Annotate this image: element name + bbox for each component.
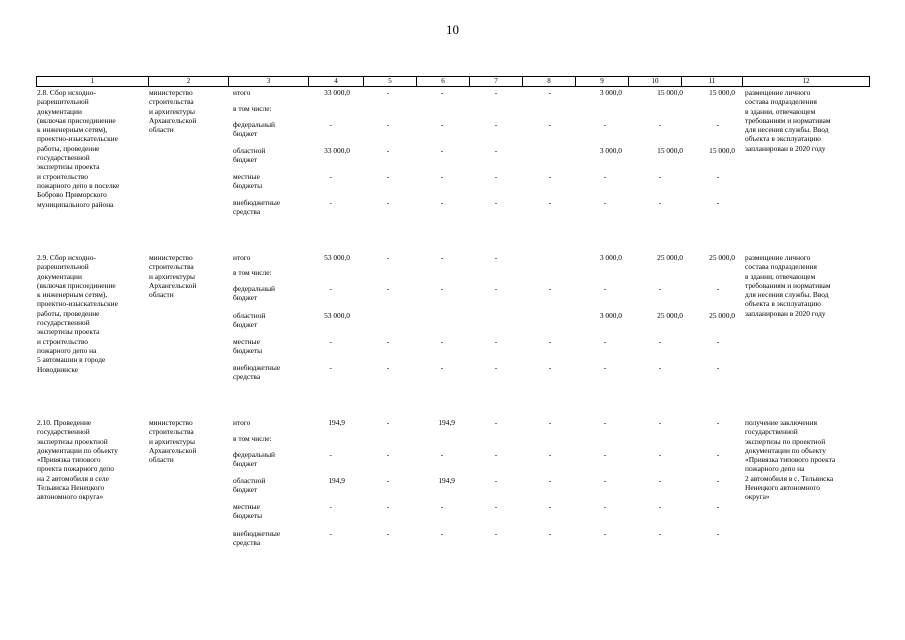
value-cell: - xyxy=(386,172,390,181)
value-cell: - xyxy=(386,337,390,346)
value-cell: - xyxy=(440,146,444,155)
header-col-7: 7 xyxy=(470,77,523,86)
value-cell: - xyxy=(329,363,332,372)
source-regional: областной бюджет xyxy=(233,476,266,495)
value-cell: - xyxy=(603,363,607,372)
value-cell: 25 000,0 xyxy=(657,253,683,262)
value-cell: - xyxy=(494,418,498,427)
value-cell: - xyxy=(440,88,444,97)
value-cell: - xyxy=(494,284,498,293)
header-col-10: 10 xyxy=(629,77,682,86)
value-cell: - xyxy=(386,253,390,262)
value-cell: - xyxy=(716,476,720,485)
value-cell: - xyxy=(603,529,607,538)
activity-name: 2.10. Проведение государственной экспертизы проектной документации по объекту «Привязка типового проекта пожарного депо на 2 автомобиля в селе Тельвиска Ненецкого автономного округа» xyxy=(37,418,118,502)
value-cell: - xyxy=(603,120,607,129)
header-col-9: 9 xyxy=(576,77,629,86)
value-cell: - xyxy=(716,418,720,427)
source-federal: федеральный бюджет xyxy=(233,284,275,303)
value-cell: - xyxy=(494,476,498,485)
source-local: местные бюджеты xyxy=(233,337,263,356)
value-cell: - xyxy=(494,450,498,459)
value-cell: - xyxy=(440,363,444,372)
value-cell: - xyxy=(658,476,662,485)
value-cell: - xyxy=(329,502,332,511)
value-cell: - xyxy=(548,529,552,538)
value-cell: - xyxy=(386,146,390,155)
value-cell: 33 000,0 xyxy=(324,146,350,155)
source-extrabudget: внебюджетные средства xyxy=(233,529,281,548)
value-cell: - xyxy=(603,476,607,485)
value-cell: - xyxy=(716,450,720,459)
value-cell: - xyxy=(548,198,552,207)
source-local: местные бюджеты xyxy=(233,172,263,191)
source-total: итого xyxy=(233,418,251,427)
value-cell: 3 000,0 xyxy=(599,253,622,262)
table-header xyxy=(36,76,870,87)
value-cell: 3 000,0 xyxy=(599,146,622,155)
value-cell: - xyxy=(548,88,552,97)
value-cell: 53 000,0 xyxy=(324,311,350,320)
value-cell: - xyxy=(494,253,498,262)
source-federal: федеральный бюджет xyxy=(233,120,275,139)
value-cell: - xyxy=(603,450,607,459)
value-cell: - xyxy=(494,529,498,538)
value-cell: - xyxy=(716,337,720,346)
value-cell: - xyxy=(386,502,390,511)
value-cell: - xyxy=(440,253,444,262)
value-cell: 53 000,0 xyxy=(324,253,350,262)
value-cell: - xyxy=(440,502,444,511)
value-cell: - xyxy=(386,120,390,129)
value-cell: - xyxy=(603,284,607,293)
value-cell: - xyxy=(548,502,552,511)
source-regional: областной бюджет xyxy=(233,146,266,165)
value-cell: 3 000,0 xyxy=(599,88,622,97)
value-cell: - xyxy=(386,88,390,97)
value-cell: - xyxy=(658,284,662,293)
expected-result: получение заключения государственной экспертизы по проектной документации по объекту «Привязка типового проекта пожарного депо на 2 автомобиля в с. Тельвиска Ненецкого автономного округа» xyxy=(745,418,836,502)
value-cell: - xyxy=(658,502,662,511)
value-cell: - xyxy=(494,172,498,181)
value-cell: - xyxy=(386,198,390,207)
value-cell: - xyxy=(603,418,607,427)
value-cell: - xyxy=(658,418,662,427)
header-col-5: 5 xyxy=(364,77,417,86)
header-col-11: 11 xyxy=(682,77,743,86)
value-cell: - xyxy=(548,284,552,293)
value-cell: - xyxy=(716,363,720,372)
value-cell: - xyxy=(548,363,552,372)
value-cell: 15 000,0 xyxy=(709,88,735,97)
value-cell: - xyxy=(716,172,720,181)
value-cell: - xyxy=(329,337,332,346)
expected-result: размещение личного состава подразделения в здании, отвечающем требованиям и нормативам для несения службы. Ввод объекта в эксплуатацию запланирован в 2020 году xyxy=(745,88,831,153)
value-cell: 33 000,0 xyxy=(324,88,350,97)
value-cell: - xyxy=(548,337,552,346)
page-number: 10 xyxy=(446,22,459,37)
value-cell: - xyxy=(440,172,444,181)
value-cell: 15 000,0 xyxy=(657,88,683,97)
value-cell: 194,9 xyxy=(328,476,345,485)
value-cell: - xyxy=(386,529,390,538)
value-cell: - xyxy=(658,198,662,207)
value-cell: - xyxy=(548,450,552,459)
value-cell: - xyxy=(603,337,607,346)
value-cell: - xyxy=(494,502,498,511)
source-total: итого xyxy=(233,88,251,97)
header-col-4: 4 xyxy=(309,77,364,86)
source-extrabudget: внебюджетные средства xyxy=(233,363,281,382)
value-cell: - xyxy=(386,450,390,459)
value-cell: - xyxy=(494,363,498,372)
value-cell: - xyxy=(716,120,720,129)
value-cell: 194,9 xyxy=(438,476,455,485)
value-cell: 15 000,0 xyxy=(657,146,683,155)
value-cell: - xyxy=(658,450,662,459)
value-cell: - xyxy=(494,88,498,97)
value-cell: - xyxy=(386,284,390,293)
value-cell: - xyxy=(329,120,332,129)
source-total: итого xyxy=(233,253,251,262)
value-cell: 194,9 xyxy=(438,418,455,427)
value-cell: - xyxy=(329,198,332,207)
value-cell: - xyxy=(386,363,390,372)
value-cell: - xyxy=(548,120,552,129)
value-cell: - xyxy=(386,476,390,485)
value-cell: - xyxy=(386,418,390,427)
value-cell: - xyxy=(658,529,662,538)
value-cell: - xyxy=(603,502,607,511)
value-cell: - xyxy=(603,172,607,181)
value-cell: - xyxy=(329,529,332,538)
source-local: местные бюджеты xyxy=(233,502,263,521)
value-cell: - xyxy=(716,284,720,293)
value-cell: - xyxy=(329,284,332,293)
value-cell: - xyxy=(494,120,498,129)
value-cell: 15 000,0 xyxy=(709,146,735,155)
header-col-6: 6 xyxy=(417,77,470,86)
value-cell: - xyxy=(494,198,498,207)
value-cell: - xyxy=(494,337,498,346)
source-regional: областной бюджет xyxy=(233,311,266,330)
executor: министерство строительства и архитектуры Архангельской области xyxy=(149,88,197,135)
value-cell: - xyxy=(548,418,552,427)
executor: министерство строительства и архитектуры Архангельской области xyxy=(149,253,197,300)
activity-name: 2.8. Сбор исходно- разрешительной документации (включая присоединение к инженерным сетям), проектно-изыскательские работы, проведение государственной экспертизы проекта и строительство пожарного депо в поселке Боброво Приморского муниципального района xyxy=(37,88,120,209)
activity-name: 2.9. Сбор исходно- разрешительной документации (включая присоединение к инженерным сетям), проектно-изыскательские работы, проведение государственной экспертизы проекта и строительство пожарного депо на 5 автомашин в городе Новодвинске xyxy=(37,253,118,374)
value-cell: - xyxy=(548,172,552,181)
header-col-1: 1 xyxy=(37,77,149,86)
value-cell: 3 000,0 xyxy=(599,311,622,320)
header-col-8: 8 xyxy=(523,77,576,86)
value-cell: 25 000,0 xyxy=(657,311,683,320)
value-cell: - xyxy=(548,476,552,485)
value-cell: - xyxy=(658,363,662,372)
source-incl: в том числе: xyxy=(233,104,272,113)
value-cell: 25 000,0 xyxy=(709,253,735,262)
source-incl: в том числе: xyxy=(233,434,272,443)
header-col-2: 2 xyxy=(149,77,229,86)
value-cell: - xyxy=(603,198,607,207)
source-incl: в том числе: xyxy=(233,268,272,277)
source-extrabudget: внебюджетные средства xyxy=(233,198,281,217)
expected-result: размещение личного состава подразделения в здании, отвечающем требованиям и нормативам для несения службы. Ввод объекта в эксплуатацию запланирован в 2020 году xyxy=(745,253,831,318)
value-cell: - xyxy=(658,120,662,129)
value-cell: - xyxy=(658,337,662,346)
value-cell: 194,9 xyxy=(328,418,345,427)
value-cell: 25 000,0 xyxy=(709,311,735,320)
value-cell: - xyxy=(658,172,662,181)
value-cell: - xyxy=(329,450,332,459)
executor: министерство строительства и архитектуры Архангельской области xyxy=(149,418,197,465)
value-cell: - xyxy=(440,284,444,293)
source-federal: федеральный бюджет xyxy=(233,450,275,469)
value-cell: - xyxy=(440,337,444,346)
value-cell: - xyxy=(716,529,720,538)
value-cell: - xyxy=(329,172,332,181)
header-col-12: 12 xyxy=(802,77,810,85)
value-cell: - xyxy=(440,450,444,459)
value-cell: - xyxy=(440,120,444,129)
header-col-3: 3 xyxy=(229,77,309,86)
value-cell: - xyxy=(716,502,720,511)
value-cell: - xyxy=(716,198,720,207)
value-cell: - xyxy=(440,529,444,538)
value-cell: - xyxy=(440,198,444,207)
value-cell: - xyxy=(494,146,498,155)
